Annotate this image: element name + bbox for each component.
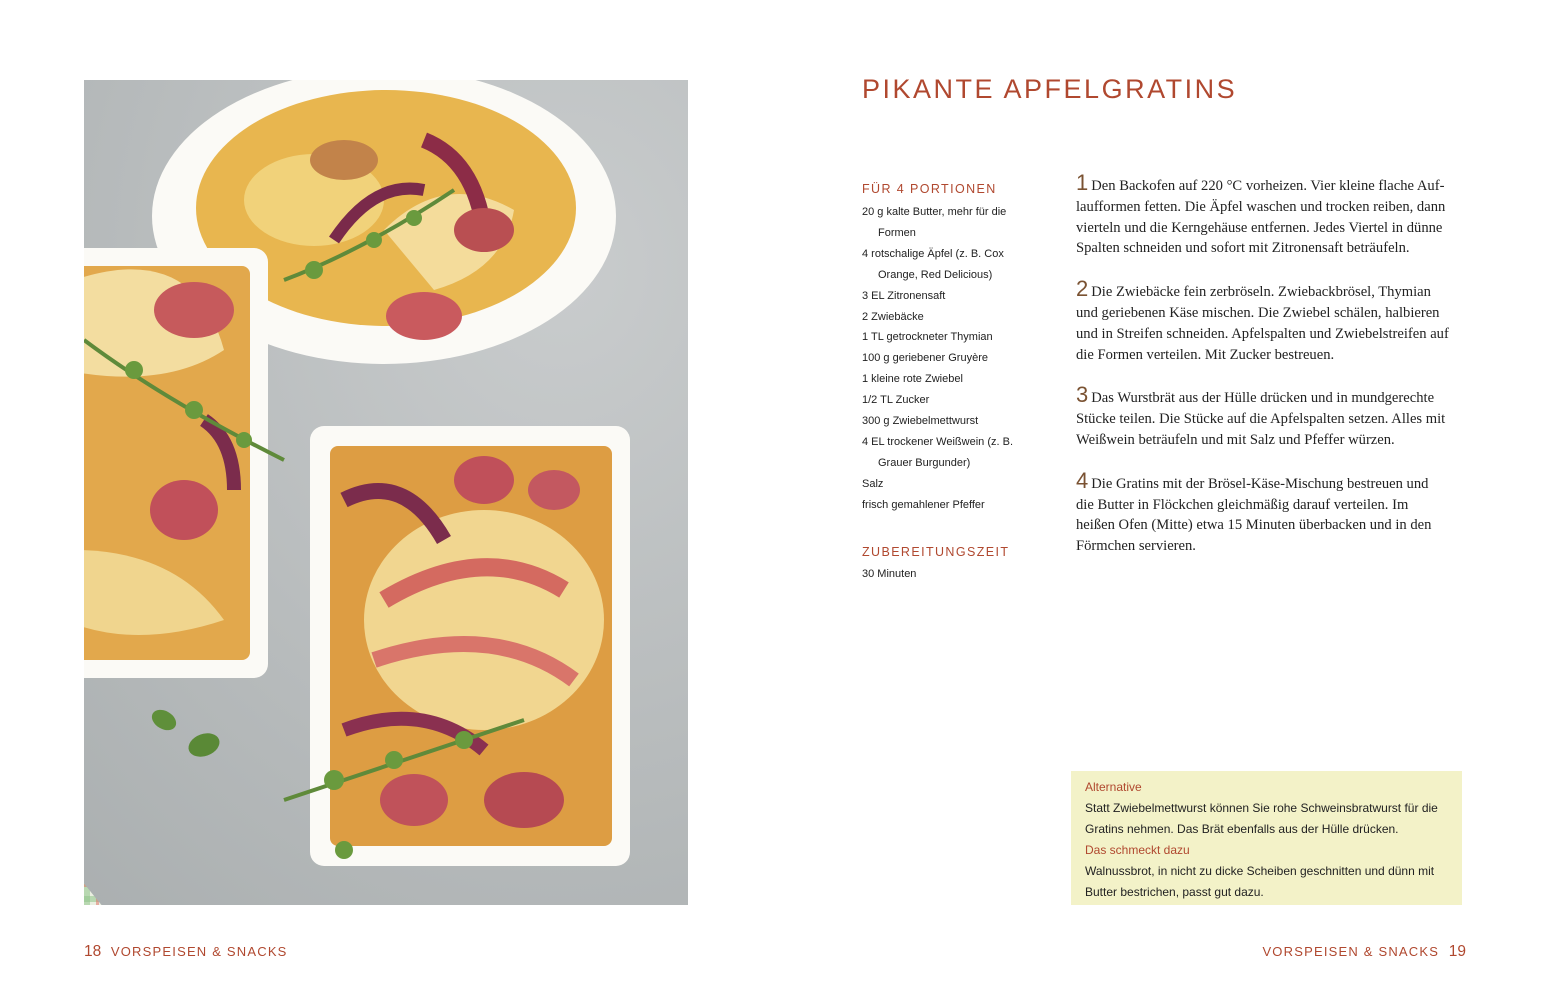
step-text-line: Die Gratins mit der Brösel-Käse-Mischung bestreuen und (1091, 475, 1429, 492)
footer-left (84, 943, 288, 961)
footer-right (1262, 943, 1466, 961)
step (1076, 467, 1468, 557)
step-text-line: laufformen fetten. Die Äpfel waschen und trocken reiben, dann (1076, 198, 1446, 215)
side-dish-heading: Das schmeckt dazu (1085, 843, 1190, 857)
ingredient-line: 3 EL Zitronensaft (862, 289, 946, 302)
step (1076, 276, 1468, 365)
ingredient-line: Grauer Burgunder) (878, 456, 971, 469)
ingredient-line: 4 rotschalige Äpfel (z. B. Cox (862, 247, 1004, 260)
recipe-title: PIKANTE APFELGRATINS (862, 74, 1238, 104)
step-text-line: vierteln und die Kerngehäuse entfernen. Jedes Viertel in dünne (1076, 219, 1443, 236)
ingredient-line: frisch gemahlener Pfeffer (862, 498, 985, 511)
step-text-line: Spalten schneiden und sofort mit Zitronensaft beträufeln. (1076, 240, 1410, 257)
step-number: 4 (1076, 467, 1089, 493)
recipe-photo (84, 80, 688, 905)
alternative-heading: Alternative (1085, 780, 1142, 794)
servings-heading: FÜR 4 PORTIONEN (862, 182, 997, 196)
method-steps (1076, 170, 1468, 578)
section-name-left: VORSPEISEN & SNACKS (110, 944, 288, 959)
ingredient-line: 1/2 TL Zucker (862, 394, 930, 407)
section-name-right: VORSPEISEN & SNACKS (1262, 944, 1440, 959)
ingredient-line: Formen (878, 226, 916, 239)
alternative-text-line: Gratins nehmen. Das Brät ebenfalls aus der Hülle drücken. (1085, 822, 1399, 836)
step-text-line: und geriebenen Käse mischen. Die Zwiebel schälen, halbieren (1076, 304, 1440, 321)
alternative-text-line: Statt Zwiebelmettwurst können Sie rohe Schweinsbratwurst für die (1085, 801, 1438, 815)
ingredient-line: 4 EL trockener Weißwein (z. B. (862, 435, 1013, 448)
step-text-line: Stücke teilen. Die Stücke auf die Apfelspalten setzen. Alles mit (1076, 411, 1446, 428)
ingredient-line: 1 TL getrockneter Thymian (862, 331, 993, 344)
step (1076, 382, 1468, 450)
page-number-right: 19 (1448, 943, 1466, 960)
prep-time-value: 30 Minuten (862, 567, 917, 580)
step-text-line: Die Zwiebäcke fein zerbröseln. Zwiebackbrösel, Thymian (1091, 284, 1431, 301)
ingredient-line: 300 g Zwiebelmettwurst (862, 415, 979, 428)
side-dish-text-line: Walnussbrot, in nicht zu dicke Scheiben geschnitten und dünn mit (1085, 864, 1435, 878)
step-text-line: die Formen verteilen. Mit Zucker bestreuen. (1076, 346, 1335, 363)
ingredients-panel (862, 181, 1052, 585)
step-text-line: Den Backofen auf 220 °C vorheizen. Vier kleine flache Auf- (1091, 178, 1445, 194)
ingredient-line: 100 g geriebener Gruyère (862, 352, 988, 365)
step-text-line: Weißwein beträufeln und mit Salz und Pfeffer würzen. (1076, 431, 1395, 448)
step-text-line: Das Wurstbrät aus der Hülle drücken und in mundgerechte (1091, 390, 1435, 407)
step (1076, 170, 1468, 259)
ingredient-line: Orange, Red Delicious) (878, 268, 993, 281)
step-number: 1 (1076, 170, 1089, 195)
page-number-left: 18 (84, 943, 102, 960)
ingredient-line: 1 kleine rote Zwiebel (862, 373, 963, 386)
step-text-line: Förmchen servieren. (1076, 538, 1196, 555)
step-number: 3 (1076, 382, 1089, 408)
ingredient-line: Salz (862, 477, 884, 490)
ingredient-list (862, 202, 1052, 516)
ingredient-line: 2 Zwiebäcke (862, 310, 924, 323)
side-dish-text-line: Butter bestrichen, passt gut dazu. (1085, 885, 1264, 899)
step-text-line: und in Streifen schneiden. Apfelspalten und Zwiebelstreifen auf (1076, 325, 1449, 342)
step-number: 2 (1076, 276, 1089, 302)
step-text-line: heißen Ofen (Mitte) etwa 15 Minuten überbacken und in den (1076, 517, 1432, 534)
step-text-line: die Butter in Flöckchen gleichmäßig darauf verteilen. Im (1076, 496, 1409, 513)
prep-time-heading: ZUBEREITUNGSZEIT (862, 544, 1010, 559)
ingredient-line: 20 g kalte Butter, mehr für die (862, 206, 1007, 218)
tip-box (1071, 771, 1462, 905)
